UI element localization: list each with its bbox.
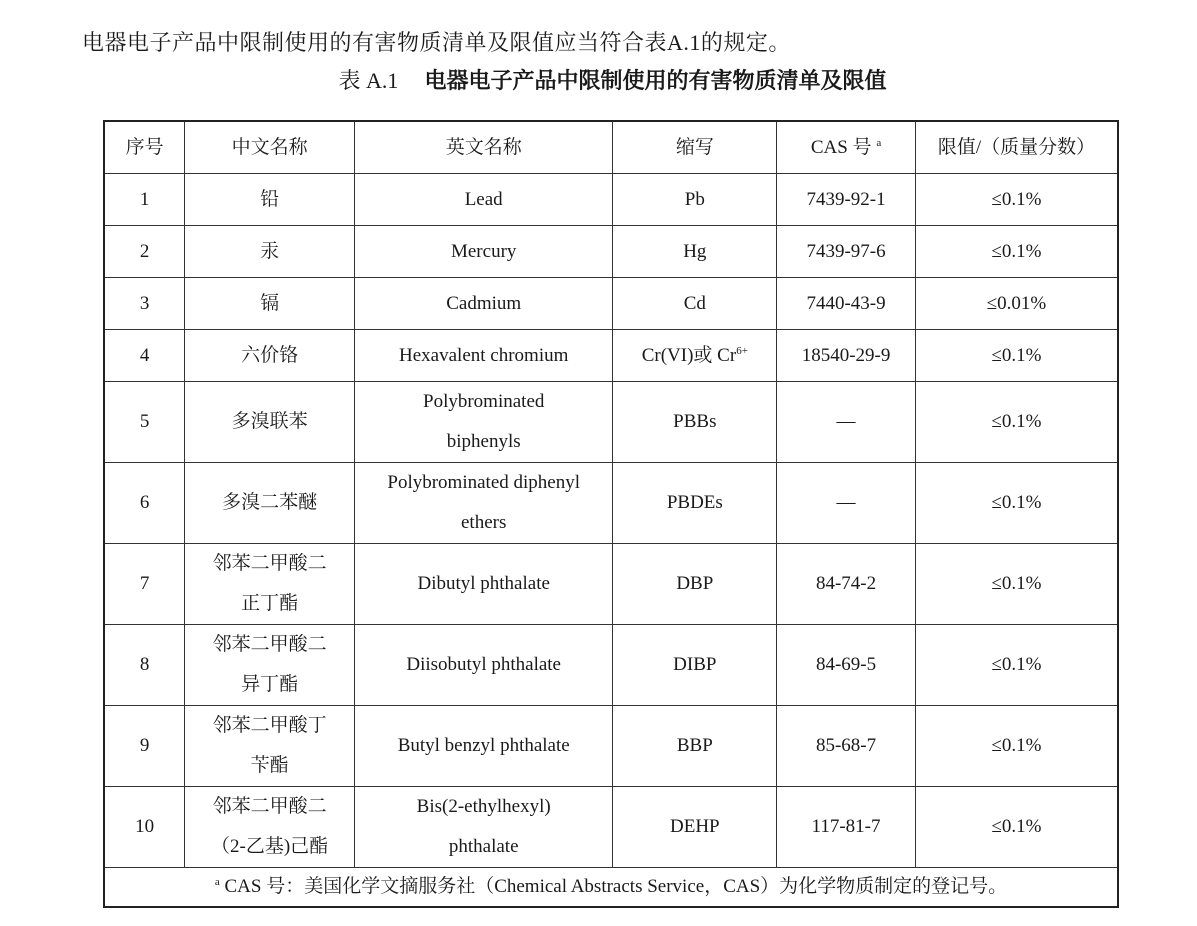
table-footnote-row: [104, 868, 1118, 908]
table-row: [104, 463, 1118, 544]
cell-cas: 7439-97-6: [777, 226, 916, 278]
cell-en-name: Hexavalent chromium: [354, 330, 613, 382]
hazardous-substances-table: [103, 120, 1119, 908]
en-name-line-1: Polybrominated diphenyl: [387, 472, 580, 493]
cell-cn-name: 镉: [185, 278, 355, 330]
intro-paragraph: 电器电子产品中限制使用的有害物质清单及限值应当符合表A.1的规定。: [82, 30, 791, 55]
cell-en-name: [354, 787, 613, 868]
en-name-line-2: ethers: [461, 512, 507, 533]
cell-index: 10: [104, 787, 185, 868]
cell-index: 5: [104, 382, 185, 463]
cell-en-name: [354, 463, 613, 544]
cell-cn-name: [185, 625, 355, 706]
cell-index: 9: [104, 706, 185, 787]
cell-limit: ≤0.1%: [915, 544, 1118, 625]
cn-name-line-1: 邻苯二甲酸二: [212, 553, 327, 574]
cell-abbr: DBP: [613, 544, 777, 625]
cn-name-line-2: 异丁酯: [241, 674, 299, 695]
en-name-line-1: Bis(2-ethylhexyl): [416, 796, 551, 817]
table-footnote: [104, 868, 1118, 908]
cell-cn-name: 多溴二苯醚: [185, 463, 355, 544]
en-name-line-2: biphenyls: [446, 431, 521, 452]
cell-abbr: Pb: [613, 174, 777, 226]
cell-cn-name: 六价铬: [185, 330, 355, 382]
table-header-row: [104, 121, 1118, 174]
cell-cas: —: [777, 382, 916, 463]
header-cas: [777, 121, 916, 174]
table-row: [104, 278, 1118, 330]
cell-cas: 117-81-7: [777, 787, 916, 868]
cell-index: 6: [104, 463, 185, 544]
cell-cn-name: [185, 544, 355, 625]
footnote-mark: a: [214, 876, 220, 888]
cn-name-line-1: 邻苯二甲酸二: [212, 634, 327, 655]
cell-index: 7: [104, 544, 185, 625]
table-row: [104, 174, 1118, 226]
table-row: [104, 625, 1118, 706]
cell-limit: ≤0.01%: [915, 278, 1118, 330]
cn-name-line-1: 邻苯二甲酸二: [212, 796, 327, 817]
table-row: [104, 330, 1118, 382]
header-cas-label: CAS 号: [810, 136, 872, 158]
cell-cas: 84-69-5: [777, 625, 916, 706]
cell-cn-name: 汞: [185, 226, 355, 278]
cell-cn-name: 多溴联苯: [185, 382, 355, 463]
cell-index: 1: [104, 174, 185, 226]
cell-cas: 7439-92-1: [777, 174, 916, 226]
cell-limit: ≤0.1%: [915, 625, 1118, 706]
header-index: 序号: [104, 121, 185, 174]
cell-cn-name: [185, 787, 355, 868]
table-row: [104, 787, 1118, 868]
cell-limit: ≤0.1%: [915, 226, 1118, 278]
footnote-mark: a: [876, 136, 882, 149]
table-row: [104, 706, 1118, 787]
cn-name-line-2: （2-乙基)己酯: [211, 836, 329, 857]
cell-cas: 85-68-7: [777, 706, 916, 787]
cell-abbr: PBDEs: [613, 463, 777, 544]
en-name-line-1: Polybrominated: [423, 391, 545, 412]
cell-abbr: BBP: [613, 706, 777, 787]
cell-en-name: Dibutyl phthalate: [354, 544, 613, 625]
cell-abbr: DIBP: [613, 625, 777, 706]
cell-index: 3: [104, 278, 185, 330]
cell-abbr: Cd: [613, 278, 777, 330]
cell-en-name: Butyl benzyl phthalate: [354, 706, 613, 787]
cell-en-name: Cadmium: [354, 278, 613, 330]
cell-cas: 84-74-2: [777, 544, 916, 625]
cell-en-name: [354, 382, 613, 463]
cell-limit: ≤0.1%: [915, 174, 1118, 226]
header-limit: 限值/（质量分数）: [915, 121, 1118, 174]
cn-name-line-1: 邻苯二甲酸丁: [212, 715, 327, 736]
abbr-superscript: 6+: [736, 344, 748, 357]
abbr-text: Cr(VI)或 Cr: [641, 344, 737, 366]
table-row: [104, 544, 1118, 625]
cell-abbr: DEHP: [613, 787, 777, 868]
cell-abbr: PBBs: [613, 382, 777, 463]
cell-index: 8: [104, 625, 185, 706]
cell-cas: 7440-43-9: [777, 278, 916, 330]
table-row: [104, 226, 1118, 278]
cell-cn-name: [185, 706, 355, 787]
cell-limit: ≤0.1%: [915, 706, 1118, 787]
table-number: 表 A.1: [338, 68, 399, 93]
header-en-name: 英文名称: [354, 121, 613, 174]
cell-abbr: Hg: [613, 226, 777, 278]
table-caption: [0, 64, 1197, 95]
cell-limit: ≤0.1%: [915, 787, 1118, 868]
table-title: 电器电子产品中限制使用的有害物质清单及限值: [424, 68, 887, 93]
cn-name-line-2: 正丁酯: [241, 593, 299, 614]
cell-en-name: Diisobutyl phthalate: [354, 625, 613, 706]
cell-index: 2: [104, 226, 185, 278]
cell-cas: 18540-29-9: [777, 330, 916, 382]
cell-abbr: [613, 330, 777, 382]
table-row: [104, 382, 1118, 463]
cell-cas: —: [777, 463, 916, 544]
footnote-text: CAS 号：美国化学文摘服务社（Chemical Abstracts Service，CAS）为化学物质制定的登记号。: [224, 876, 1008, 897]
cell-en-name: Mercury: [354, 226, 613, 278]
cell-cn-name: 铅: [185, 174, 355, 226]
cn-name-line-2: 苄酯: [250, 755, 289, 776]
header-cn-name: 中文名称: [185, 121, 355, 174]
cell-limit: ≤0.1%: [915, 382, 1118, 463]
cell-limit: ≤0.1%: [915, 330, 1118, 382]
cell-en-name: Lead: [354, 174, 613, 226]
cell-index: 4: [104, 330, 185, 382]
header-abbr: 缩写: [613, 121, 777, 174]
cell-limit: ≤0.1%: [915, 463, 1118, 544]
en-name-line-2: phthalate: [448, 836, 519, 857]
